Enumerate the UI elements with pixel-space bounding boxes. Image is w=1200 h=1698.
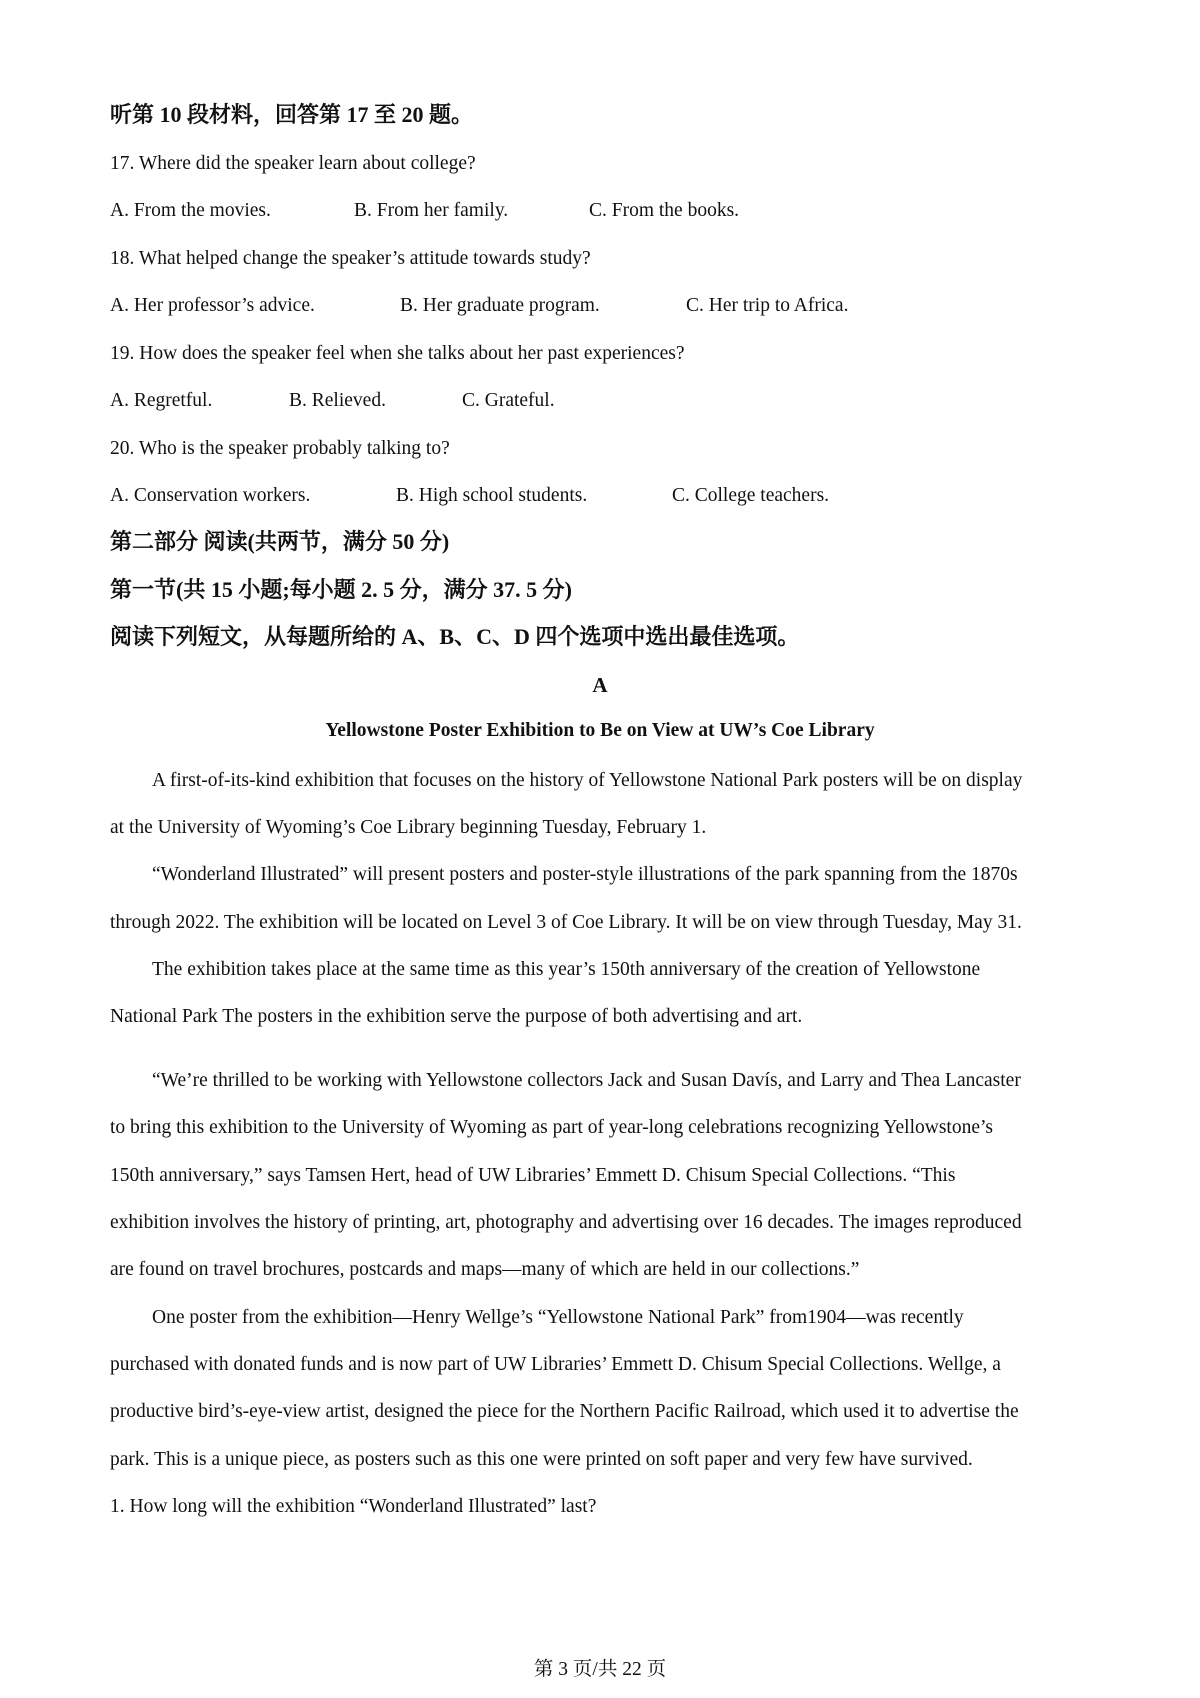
passage-line: “Wonderland Illustrated” will present posters and poster-style illustrations of the park spanning from the 1870s [152,864,1018,885]
question-18: 18. What helped change the speaker’s attitude towards study? [110,248,591,269]
passage-line: National Park The posters in the exhibition serve the purpose of both advertising and art. [110,1006,803,1027]
q20-option-a: A. Conservation workers. [110,485,311,506]
passage-line: “We’re thrilled to be working with Yellowstone collectors Jack and Susan Davís, and Larry and Thea Lancaster [152,1070,1021,1091]
passage-line: exhibition involves the history of printing, art, photography and advertising over 16 decades. The images reproduced [110,1212,1022,1233]
passage-line: One poster from the exhibition—Henry Wellge’s “Yellowstone National Park” from1904—was recently [152,1307,964,1328]
page-footer: 第 3 页/共 22 页 [533,1659,667,1680]
question-1: 1. How long will the exhibition “Wonderland Illustrated” last? [110,1496,597,1517]
passage-title: Yellowstone Poster Exhibition to Be on View at UW’s Coe Library [325,720,875,741]
q18-option-a: A. Her professor’s advice. [110,295,315,316]
passage-line: park. This is a unique piece, as posters such as this one were printed on soft paper and very few have survived. [110,1449,973,1470]
q18-option-c: C. Her trip to Africa. [686,295,849,316]
passage-line: purchased with donated funds and is now part of UW Libraries’ Emmett D. Chisum Special Collections. Wellge, a [110,1354,1001,1375]
passage-line: A first-of-its-kind exhibition that focuses on the history of Yellowstone National Park posters will be on display [152,770,1023,791]
passage-line: productive bird’s-eye-view artist, designed the piece for the Northern Pacific Railroad, which used it to advertise the [110,1401,1019,1422]
passage-line: through 2022. The exhibition will be located on Level 3 of Coe Library. It will be on view through Tuesday, May 31. [110,912,1022,933]
part2-heading: 第二部分 阅读(共两节，满分 50 分) [110,529,450,554]
part2-instruction: 阅读下列短文，从每题所给的 A、B、C、D 四个选项中选出最佳选项。 [110,624,800,649]
passage-line: at the University of Wyoming’s Coe Library beginning Tuesday, February 1. [110,817,707,838]
q18-option-b: B. Her graduate program. [400,295,600,316]
section10-heading: 听第 10 段材料，回答第 17 至 20 题。 [110,102,474,127]
q19-option-c: C. Grateful. [462,390,555,411]
passage-line: The exhibition takes place at the same time as this year’s 150th anniversary of the creation of Yellowstone [152,959,981,980]
q19-option-b: B. Relieved. [289,390,386,411]
q17-option-a: A. From the movies. [110,200,271,221]
q19-option-a: A. Regretful. [110,390,213,411]
q17-option-c: C. From the books. [589,200,740,221]
question-20: 20. Who is the speaker probably talking to? [110,438,450,459]
part2-section1-heading: 第一节(共 15 小题;每小题 2. 5 分，满分 37. 5 分) [110,577,572,602]
passage-line: to bring this exhibition to the University of Wyoming as part of year-long celebrations recognizing Yellowstone’s [110,1117,994,1138]
passage-line: are found on travel brochures, postcards and maps—many of which are held in our collections.” [110,1259,860,1280]
question-19: 19. How does the speaker feel when she talks about her past experiences? [110,343,685,364]
question-17: 17. Where did the speaker learn about college? [110,153,476,174]
q20-option-c: C. College teachers. [672,485,830,506]
q17-option-b: B. From her family. [354,200,509,221]
passage-line: 150th anniversary,” says Tamsen Hert, head of UW Libraries’ Emmett D. Chisum Special Collections. “This [110,1165,956,1186]
passage-letter: A [592,673,608,697]
q20-option-b: B. High school students. [396,485,588,506]
